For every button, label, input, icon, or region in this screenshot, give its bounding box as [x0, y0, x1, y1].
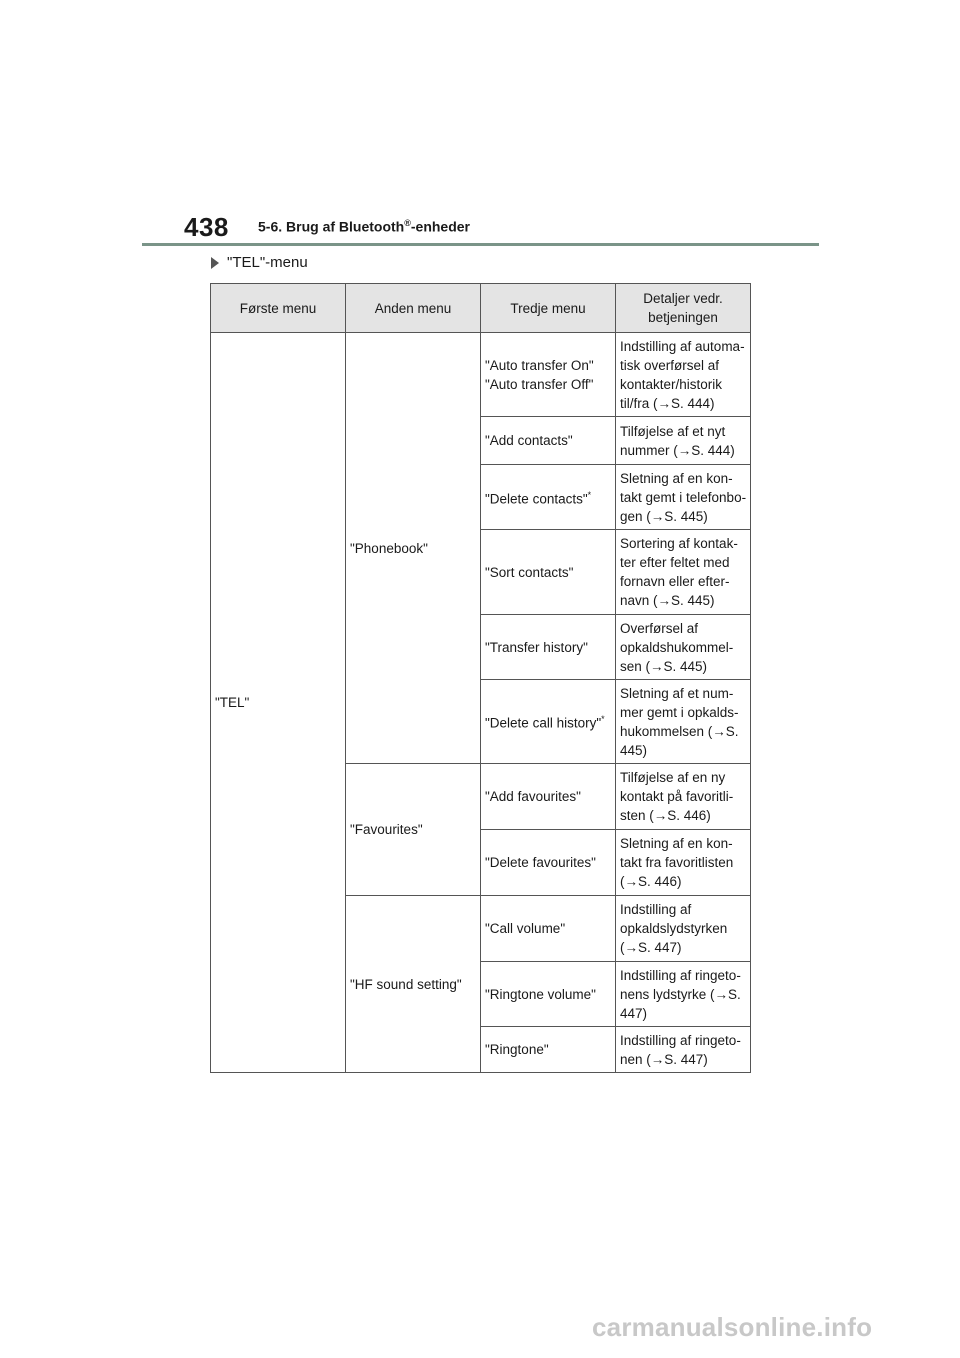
second-menu-cell: "Phonebook"	[346, 333, 481, 764]
third-menu-cell: "Add favourites"	[481, 764, 616, 830]
first-menu-cell: "TEL"	[211, 333, 346, 1073]
third-menu-cell: "Call volume"	[481, 896, 616, 962]
detail-cell: Sletning af et num-mer gemt i opkalds-hukommelsen (→S. 445)	[616, 680, 751, 764]
detail-cell: Indstilling af ringeto-nens lydstyrke (→S. 447)	[616, 962, 751, 1027]
watermark: carmanualsonline.info	[592, 1312, 873, 1342]
third-menu-line: "Auto transfer On"	[485, 357, 594, 373]
header-second-menu: Anden menu	[346, 284, 481, 333]
third-menu-cell	[481, 465, 616, 530]
third-menu-cell: "Transfer history"	[481, 615, 616, 680]
section-title-prefix: 5-6. Brug af Bluetooth	[258, 218, 405, 235]
header-details: Detaljer vedr. betjeningen	[616, 284, 751, 333]
detail-cell: Indstilling af automa-tisk overførsel af kontakter/historik til/fra (→S. 444)	[616, 333, 751, 417]
third-menu-label: "Delete contacts"	[485, 491, 588, 507]
detail-cell: Tilføjelse af en ny kontakt på favoritli-sten (→S. 446)	[616, 764, 751, 830]
detail-cell: Tilføjelse af et nyt nummer (→S. 444)	[616, 417, 751, 465]
detail-cell: Indstilling af ringeto-nen (→S. 447)	[616, 1027, 751, 1073]
detail-cell: Sortering af kontak-ter efter feltet med fornavn eller efter-navn (→S. 445)	[616, 530, 751, 615]
table-header-row	[211, 284, 751, 333]
header-rule	[142, 243, 819, 246]
table-row	[211, 333, 751, 417]
third-menu-line: "Auto transfer Off"	[485, 376, 594, 392]
header-third-menu: Tredje menu	[481, 284, 616, 333]
third-menu-cell	[481, 680, 616, 764]
third-menu-cell	[481, 333, 616, 417]
menu-heading-label: "TEL"-menu	[227, 254, 308, 271]
menu-heading	[211, 254, 308, 271]
footnote-asterisk: *	[587, 489, 592, 500]
second-menu-cell: "HF sound setting"	[346, 896, 481, 1073]
detail-cell: Indstilling af opkaldslydstyrken (→S. 447)	[616, 896, 751, 962]
page-number: 438	[184, 212, 229, 242]
registered-mark: ®	[404, 218, 411, 228]
third-menu-cell: "Ringtone"	[481, 1027, 616, 1073]
detail-cell: Sletning af en kon-takt fra favoritlisten (→S. 446)	[616, 830, 751, 896]
triangle-bullet-icon	[211, 257, 219, 269]
third-menu-cell: "Add contacts"	[481, 417, 616, 465]
detail-cell: Sletning af en kon-takt gemt i telefonbo-gen (→S. 445)	[616, 465, 751, 530]
third-menu-cell: "Ringtone volume"	[481, 962, 616, 1027]
second-menu-cell: "Favourites"	[346, 764, 481, 896]
section-title	[258, 218, 470, 235]
header-first-menu: Første menu	[211, 284, 346, 333]
detail-cell: Overførsel af opkaldshukommel-sen (→S. 445)	[616, 615, 751, 680]
tel-menu-table	[210, 283, 751, 1073]
third-menu-cell: "Delete favourites"	[481, 830, 616, 896]
third-menu-cell: "Sort contacts"	[481, 530, 616, 615]
footnote-asterisk: *	[601, 714, 605, 725]
section-title-suffix: -enheder	[410, 218, 470, 235]
third-menu-label: "Delete call history"	[485, 715, 602, 731]
